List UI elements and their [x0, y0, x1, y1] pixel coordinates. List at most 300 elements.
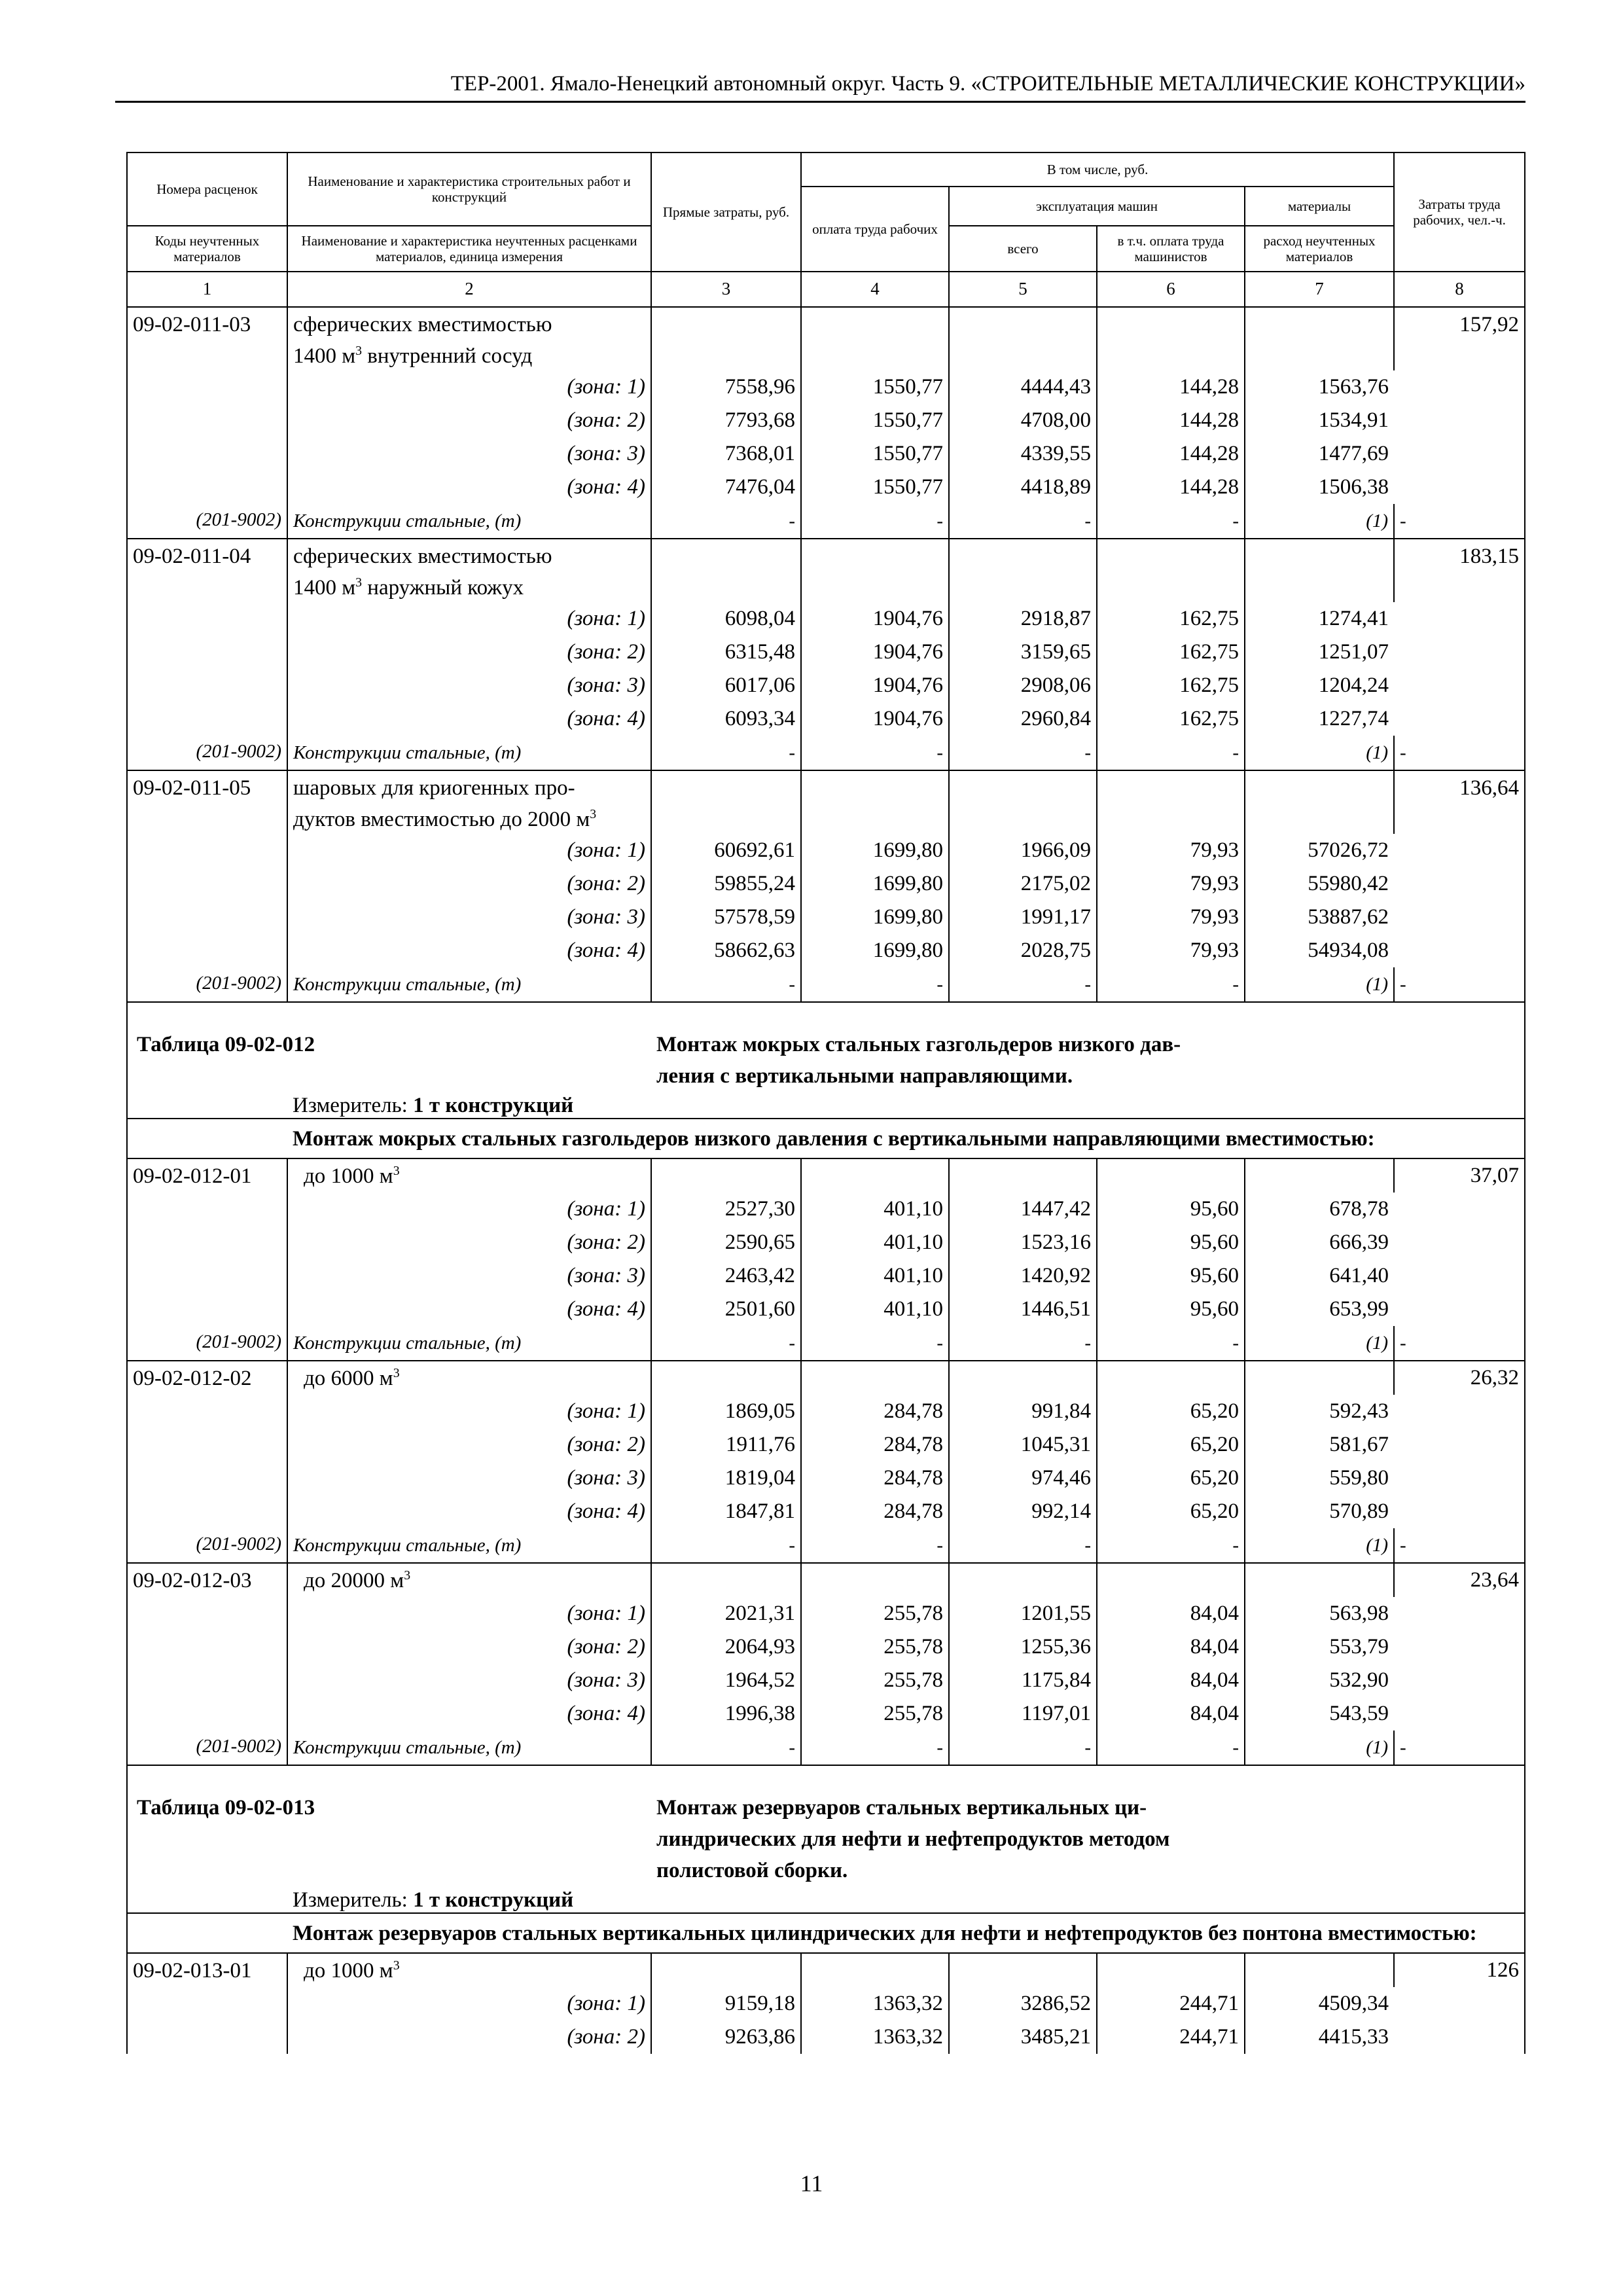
work-name	[287, 1158, 651, 1193]
materials-cost-cell: 54934,08	[1308, 939, 1389, 962]
work-name-line: наружный кожух	[362, 576, 524, 600]
materials-cost-cell: 678,78	[1329, 1197, 1389, 1221]
worker-wages-cell: 1699,80	[801, 867, 949, 901]
empty-cell	[801, 307, 949, 370]
direct-costs-cell: 2064,93	[651, 1630, 801, 1664]
material-quantity: (1)	[1245, 1731, 1394, 1765]
table-row	[127, 404, 1525, 437]
table-row	[127, 307, 1525, 370]
material-dash: -	[651, 1528, 801, 1563]
rate-code: 09-02-012-01	[127, 1158, 287, 1326]
machinist-wages-cell: 244,71	[1097, 2020, 1245, 2054]
empty-cell	[651, 307, 801, 370]
measure-unit	[287, 1092, 1525, 1119]
unit-exponent: 3	[590, 807, 597, 821]
table-row	[127, 1697, 1525, 1731]
machines-total-cell: 974,46	[949, 1462, 1097, 1495]
work-name-line: внутренний сосуд	[362, 344, 533, 368]
worker-wages-cell: 1904,76	[801, 702, 949, 736]
table-row	[127, 1293, 1525, 1326]
worker-wages-cell: 255,78	[801, 1597, 949, 1630]
material-name: Конструкции стальные, (т)	[287, 967, 651, 1002]
spacer	[127, 1092, 287, 1119]
machinist-wages-cell: 84,04	[1097, 1630, 1245, 1664]
material-quantity: (1)	[1245, 1528, 1394, 1563]
empty-cell	[949, 770, 1097, 834]
header-direct-costs: Прямые затраты, руб.	[651, 152, 801, 272]
worker-wages-cell: 1904,76	[801, 669, 949, 702]
materials-cost-cell: 4415,33	[1318, 2025, 1389, 2049]
zone-label: (зона: 4)	[287, 1293, 651, 1326]
direct-costs-cell: 57578,59	[651, 901, 801, 934]
column-number: 3	[651, 272, 801, 307]
labor-cell: 183,15	[1459, 545, 1520, 568]
materials-cost-cell: 1274,41	[1318, 607, 1389, 630]
material-labor-dash: -	[1394, 1528, 1525, 1563]
table-row	[127, 1193, 1525, 1226]
empty-cell	[651, 1158, 801, 1193]
table-body	[127, 307, 1525, 2054]
table-row	[127, 1092, 1525, 1119]
machines-total-cell: 3485,21	[949, 2020, 1097, 2054]
materials-cost-cell: 1534,91	[1318, 408, 1389, 432]
work-name	[287, 307, 651, 370]
machinist-wages-cell: 144,28	[1097, 404, 1245, 437]
empty-cell	[801, 1953, 949, 1987]
rate-code: 09-02-011-04	[127, 539, 287, 736]
empty-cell	[1245, 1361, 1394, 1395]
machines-total-cell: 4444,43	[949, 370, 1097, 404]
table-row	[127, 1361, 1525, 1395]
material-labor-dash: -	[1394, 1731, 1525, 1765]
running-header: ТЕР-2001. Ямало-Ненецкий автономный округ. Часть 9. «СТРОИТЕЛЬНЫЕ МЕТАЛЛИЧЕСКИЕ КОНСТРУКЦИИ»	[115, 68, 1525, 103]
machines-total-cell: 2960,84	[949, 702, 1097, 736]
direct-costs-cell: 9263,86	[651, 2020, 801, 2054]
labor-cell: 157,92	[1459, 313, 1520, 336]
direct-costs-cell: 7558,96	[651, 370, 801, 404]
table-row	[127, 1495, 1525, 1528]
direct-costs-cell: 6017,06	[651, 669, 801, 702]
table-title	[651, 1002, 1525, 1092]
zone-label: (зона: 1)	[287, 1597, 651, 1630]
materials-cost-cell: 55980,42	[1308, 872, 1389, 895]
materials-cost-cell: 1251,07	[1318, 640, 1389, 664]
empty-cell	[1097, 1953, 1245, 1987]
zone-label: (зона: 4)	[287, 1697, 651, 1731]
work-name-line: 1400 м	[293, 576, 356, 600]
table-row	[127, 967, 1525, 1002]
material-dash: -	[651, 967, 801, 1002]
direct-costs-cell: 59855,24	[651, 867, 801, 901]
machines-total-cell: 1045,31	[949, 1428, 1097, 1462]
unit-exponent: 3	[355, 344, 363, 358]
zone-label: (зона: 2)	[287, 1428, 651, 1462]
material-code: (201-9002)	[127, 504, 287, 539]
direct-costs-cell: 1847,81	[651, 1495, 801, 1528]
machinist-wages-cell: 65,20	[1097, 1462, 1245, 1495]
table-title	[651, 1765, 1525, 1886]
zone-label: (зона: 3)	[287, 437, 651, 471]
group-heading: Монтаж мокрых стальных газгольдеров низкого давления с вертикальными направляющими вместимостью:	[287, 1119, 1525, 1158]
material-dash: -	[801, 1326, 949, 1361]
machinist-wages-cell: 65,20	[1097, 1495, 1245, 1528]
machines-total-cell: 1175,84	[949, 1664, 1097, 1697]
worker-wages-cell: 1904,76	[801, 602, 949, 636]
machinist-wages-cell: 65,20	[1097, 1395, 1245, 1428]
material-labor-dash: -	[1394, 736, 1525, 770]
column-number: 5	[949, 272, 1097, 307]
direct-costs-cell: 1869,05	[651, 1395, 801, 1428]
materials-cost-cell: 570,89	[1329, 1499, 1389, 1523]
spacer	[127, 1886, 287, 1913]
labor-cell: 126	[1486, 1958, 1520, 1982]
table-row	[127, 1597, 1525, 1630]
zone-label: (зона: 4)	[287, 702, 651, 736]
machines-total-cell: 4339,55	[949, 437, 1097, 471]
materials-cost-cell: 592,43	[1329, 1399, 1389, 1423]
materials-cost-cell: 563,98	[1329, 1602, 1389, 1625]
unit-exponent: 3	[393, 1365, 400, 1380]
materials-cost-cell: 1227,74	[1318, 707, 1389, 730]
unit-exponent: 3	[355, 575, 363, 590]
header-material-consumption: расход неучтенных материалов	[1245, 226, 1394, 272]
material-name: Конструкции стальные, (т)	[287, 1731, 651, 1765]
table-row	[127, 736, 1525, 770]
zone-label: (зона: 2)	[287, 867, 651, 901]
worker-wages-cell: 284,78	[801, 1428, 949, 1462]
material-dash: -	[1097, 1528, 1245, 1563]
empty-cell	[1245, 1563, 1394, 1597]
column-number: 7	[1245, 272, 1394, 307]
direct-costs-cell: 6098,04	[651, 602, 801, 636]
work-name-line: до 6000 м	[304, 1366, 393, 1390]
unit-exponent: 3	[393, 1958, 400, 1973]
direct-costs-cell: 2021,31	[651, 1597, 801, 1630]
worker-wages-cell: 1699,80	[801, 834, 949, 867]
machines-total-cell: 991,84	[949, 1395, 1097, 1428]
direct-costs-cell: 1964,52	[651, 1664, 801, 1697]
direct-costs-cell: 1996,38	[651, 1697, 801, 1731]
machines-total-cell: 3159,65	[949, 636, 1097, 669]
machinist-wages-cell: 79,93	[1097, 901, 1245, 934]
material-dash: -	[949, 736, 1097, 770]
table-row	[127, 901, 1525, 934]
worker-wages-cell: 284,78	[801, 1495, 949, 1528]
table-row	[127, 934, 1525, 967]
table-row	[127, 1765, 1525, 1886]
rates-table	[126, 152, 1525, 2054]
machinist-wages-cell: 162,75	[1097, 602, 1245, 636]
table-label: Таблица 09-02-013	[137, 1796, 315, 1820]
spacer	[127, 1913, 287, 1953]
table-row	[127, 867, 1525, 901]
table-row	[127, 1259, 1525, 1293]
machinist-wages-cell: 84,04	[1097, 1664, 1245, 1697]
table-row	[127, 370, 1525, 404]
table-row	[127, 602, 1525, 636]
table-row	[127, 1664, 1525, 1697]
materials-cost-cell: 553,79	[1329, 1635, 1389, 1659]
machinist-wages-cell: 95,60	[1097, 1193, 1245, 1226]
worker-wages-cell: 255,78	[801, 1630, 949, 1664]
empty-cell	[801, 770, 949, 834]
direct-costs-cell: 1911,76	[651, 1428, 801, 1462]
material-quantity: (1)	[1245, 967, 1394, 1002]
worker-wages-cell: 1363,32	[801, 2020, 949, 2054]
material-name: Конструкции стальные, (т)	[287, 1326, 651, 1361]
zone-label: (зона: 3)	[287, 1664, 651, 1697]
empty-cell	[949, 539, 1097, 602]
machinist-wages-cell: 162,75	[1097, 702, 1245, 736]
machinist-wages-cell: 84,04	[1097, 1597, 1245, 1630]
direct-costs-cell: 2527,30	[651, 1193, 801, 1226]
material-quantity: (1)	[1245, 736, 1394, 770]
zone-label: (зона: 4)	[287, 471, 651, 504]
zone-label: (зона: 2)	[287, 1226, 651, 1259]
header-including: В том числе, руб.	[801, 152, 1394, 187]
worker-wages-cell: 1550,77	[801, 471, 949, 504]
machines-total-cell: 1197,01	[949, 1697, 1097, 1731]
table-row	[127, 1913, 1525, 1953]
table-row	[127, 1528, 1525, 1563]
machines-total-cell: 992,14	[949, 1495, 1097, 1528]
machinist-wages-cell: 95,60	[1097, 1293, 1245, 1326]
table-label: Таблица 09-02-012	[137, 1033, 315, 1056]
materials-cost-cell: 1563,76	[1318, 375, 1389, 399]
material-dash: -	[651, 736, 801, 770]
machinist-wages-cell: 84,04	[1097, 1697, 1245, 1731]
zone-label: (зона: 4)	[287, 934, 651, 967]
worker-wages-cell: 1699,80	[801, 934, 949, 967]
direct-costs-cell: 7793,68	[651, 404, 801, 437]
material-dash: -	[801, 504, 949, 539]
worker-wages-cell: 255,78	[801, 1697, 949, 1731]
material-dash: -	[1097, 736, 1245, 770]
work-name	[287, 1953, 651, 1987]
table-row	[127, 1395, 1525, 1428]
table-row	[127, 1002, 1525, 1092]
unit-exponent: 3	[404, 1568, 411, 1583]
group-heading: Монтаж резервуаров стальных вертикальных цилиндрических для нефти и нефтепродуктов без понтона вместимостью:	[287, 1913, 1525, 1953]
material-quantity: (1)	[1245, 1326, 1394, 1361]
zone-label: (зона: 3)	[287, 901, 651, 934]
worker-wages-cell: 401,10	[801, 1293, 949, 1326]
empty-cell	[1245, 1953, 1394, 1987]
material-code: (201-9002)	[127, 1731, 287, 1765]
materials-cost-cell: 4509,34	[1318, 1992, 1389, 2015]
zone-label: (зона: 3)	[287, 1462, 651, 1495]
machines-total-cell: 4708,00	[949, 404, 1097, 437]
material-dash: -	[949, 504, 1097, 539]
empty-cell	[651, 539, 801, 602]
zone-label: (зона: 4)	[287, 1495, 651, 1528]
machinist-wages-cell: 95,60	[1097, 1259, 1245, 1293]
header-rate-numbers: Номера расценок	[127, 152, 287, 226]
table-row	[127, 1462, 1525, 1495]
worker-wages-cell: 1363,32	[801, 1987, 949, 2020]
header-machines: эксплуатация машин	[949, 187, 1245, 226]
materials-cost-cell: 653,99	[1329, 1297, 1389, 1321]
header-materials: материалы	[1245, 187, 1394, 226]
table-row	[127, 2020, 1525, 2054]
direct-costs-cell: 60692,61	[651, 834, 801, 867]
header-labor-costs: Затраты труда рабочих, чел.-ч.	[1394, 152, 1525, 272]
measure-label: Измеритель:	[293, 1888, 414, 1912]
table-row	[127, 1326, 1525, 1361]
worker-wages-cell: 255,78	[801, 1664, 949, 1697]
machinist-wages-cell: 144,28	[1097, 370, 1245, 404]
machines-total-cell: 2028,75	[949, 934, 1097, 967]
work-name-line: сферических вместимостью	[293, 545, 552, 568]
header-material-names: Наименование и характеристика неучтенных расценками материалов, единица измерения	[287, 226, 651, 272]
material-code: (201-9002)	[127, 736, 287, 770]
material-dash: -	[801, 736, 949, 770]
machines-total-cell: 1255,36	[949, 1630, 1097, 1664]
worker-wages-cell: 284,78	[801, 1395, 949, 1428]
column-number: 4	[801, 272, 949, 307]
direct-costs-cell: 2590,65	[651, 1226, 801, 1259]
material-dash: -	[1097, 967, 1245, 1002]
work-name-line: 1400 м	[293, 344, 356, 368]
machinist-wages-cell: 144,28	[1097, 471, 1245, 504]
machines-total-cell: 3286,52	[949, 1987, 1097, 2020]
material-dash: -	[801, 967, 949, 1002]
empty-cell	[1097, 307, 1245, 370]
table-row	[127, 702, 1525, 736]
work-name-line: до 20000 м	[304, 1568, 404, 1592]
material-name: Конструкции стальные, (т)	[287, 736, 651, 770]
work-name-line: сферических вместимостью	[293, 313, 552, 336]
zone-label: (зона: 1)	[287, 1193, 651, 1226]
materials-cost-cell: 1204,24	[1318, 673, 1389, 697]
empty-cell	[801, 1361, 949, 1395]
direct-costs-cell: 7476,04	[651, 471, 801, 504]
labor-cell: 136,64	[1459, 776, 1520, 800]
empty-cell	[801, 539, 949, 602]
labor-cell: 26,32	[1470, 1366, 1520, 1390]
worker-wages-cell: 1550,77	[801, 370, 949, 404]
material-dash: -	[949, 1731, 1097, 1765]
machines-total-cell: 1966,09	[949, 834, 1097, 867]
material-quantity: (1)	[1245, 504, 1394, 539]
empty-cell	[1245, 770, 1394, 834]
material-labor-dash: -	[1394, 504, 1525, 539]
column-number: 2	[287, 272, 651, 307]
materials-cost-cell: 1506,38	[1318, 475, 1389, 499]
table-title-line: линдрических для нефти и нефтепродуктов методом	[656, 1827, 1170, 1851]
table-header	[127, 152, 1525, 307]
zone-label: (зона: 1)	[287, 602, 651, 636]
material-code: (201-9002)	[127, 1326, 287, 1361]
rate-code: 09-02-013-01	[127, 1953, 287, 2054]
machinist-wages-cell: 79,93	[1097, 867, 1245, 901]
table-row	[127, 1428, 1525, 1462]
machines-total-cell: 2175,02	[949, 867, 1097, 901]
labor-cell: 37,07	[1470, 1164, 1520, 1187]
table-row	[127, 1987, 1525, 2020]
machines-total-cell: 1420,92	[949, 1259, 1097, 1293]
empty-cell	[1245, 539, 1394, 602]
table-title-line: Монтаж резервуаров стальных вертикальных ци-	[656, 1796, 1147, 1820]
table-row	[127, 834, 1525, 867]
table-row	[127, 770, 1525, 834]
empty-cell	[949, 1953, 1097, 1987]
machinist-wages-cell: 95,60	[1097, 1226, 1245, 1259]
direct-costs-cell: 6093,34	[651, 702, 801, 736]
materials-cost-cell: 666,39	[1329, 1230, 1389, 1254]
machines-total-cell: 1201,55	[949, 1597, 1097, 1630]
material-dash: -	[651, 504, 801, 539]
empty-cell	[1097, 1361, 1245, 1395]
worker-wages-cell: 401,10	[801, 1259, 949, 1293]
worker-wages-cell: 401,10	[801, 1193, 949, 1226]
work-name	[287, 539, 651, 602]
table-row	[127, 1630, 1525, 1664]
zone-label: (зона: 1)	[287, 1395, 651, 1428]
empty-cell	[1097, 1158, 1245, 1193]
machinist-wages-cell: 79,93	[1097, 934, 1245, 967]
empty-cell	[801, 1563, 949, 1597]
materials-cost-cell: 543,59	[1329, 1702, 1389, 1725]
page-number: 11	[800, 2170, 823, 2197]
worker-wages-cell: 1550,77	[801, 404, 949, 437]
machinist-wages-cell: 244,71	[1097, 1987, 1245, 2020]
material-dash: -	[651, 1326, 801, 1361]
unit-exponent: 3	[393, 1163, 400, 1178]
machines-total-cell: 1523,16	[949, 1226, 1097, 1259]
materials-cost-cell: 532,90	[1329, 1668, 1389, 1692]
machines-total-cell: 4418,89	[949, 471, 1097, 504]
material-dash: -	[801, 1731, 949, 1765]
zone-label: (зона: 2)	[287, 2020, 651, 2054]
machines-total-cell: 1447,42	[949, 1193, 1097, 1226]
column-number: 6	[1097, 272, 1245, 307]
machinist-wages-cell: 65,20	[1097, 1428, 1245, 1462]
empty-cell	[651, 1563, 801, 1597]
machinist-wages-cell: 79,93	[1097, 834, 1245, 867]
measure-value: 1 т конструкций	[413, 1888, 574, 1912]
zone-label: (зона: 2)	[287, 404, 651, 437]
materials-cost-cell: 581,67	[1329, 1433, 1389, 1456]
table-row	[127, 669, 1525, 702]
rate-code: 09-02-011-05	[127, 770, 287, 967]
machines-total-cell: 1446,51	[949, 1293, 1097, 1326]
table-row	[127, 1119, 1525, 1158]
materials-cost-cell: 57026,72	[1308, 838, 1389, 862]
machines-total-cell: 2918,87	[949, 602, 1097, 636]
material-code: (201-9002)	[127, 967, 287, 1002]
machinist-wages-cell: 144,28	[1097, 437, 1245, 471]
column-number: 1	[127, 272, 287, 307]
column-number: 8	[1394, 272, 1525, 307]
measure-label: Измеритель:	[293, 1094, 414, 1117]
empty-cell	[949, 1158, 1097, 1193]
header-machinist-wages: в т.ч. оплата труда машинистов	[1097, 226, 1245, 272]
material-labor-dash: -	[1394, 967, 1525, 1002]
worker-wages-cell: 1550,77	[801, 437, 949, 471]
empty-cell	[1097, 1563, 1245, 1597]
empty-cell	[651, 770, 801, 834]
material-dash: -	[1097, 1731, 1245, 1765]
empty-cell	[1245, 307, 1394, 370]
zone-label: (зона: 3)	[287, 669, 651, 702]
table-row	[127, 1563, 1525, 1597]
zone-label: (зона: 1)	[287, 370, 651, 404]
work-name-line: до 1000 м	[304, 1164, 393, 1188]
worker-wages-cell: 1904,76	[801, 636, 949, 669]
empty-cell	[651, 1361, 801, 1395]
table-row	[127, 437, 1525, 471]
